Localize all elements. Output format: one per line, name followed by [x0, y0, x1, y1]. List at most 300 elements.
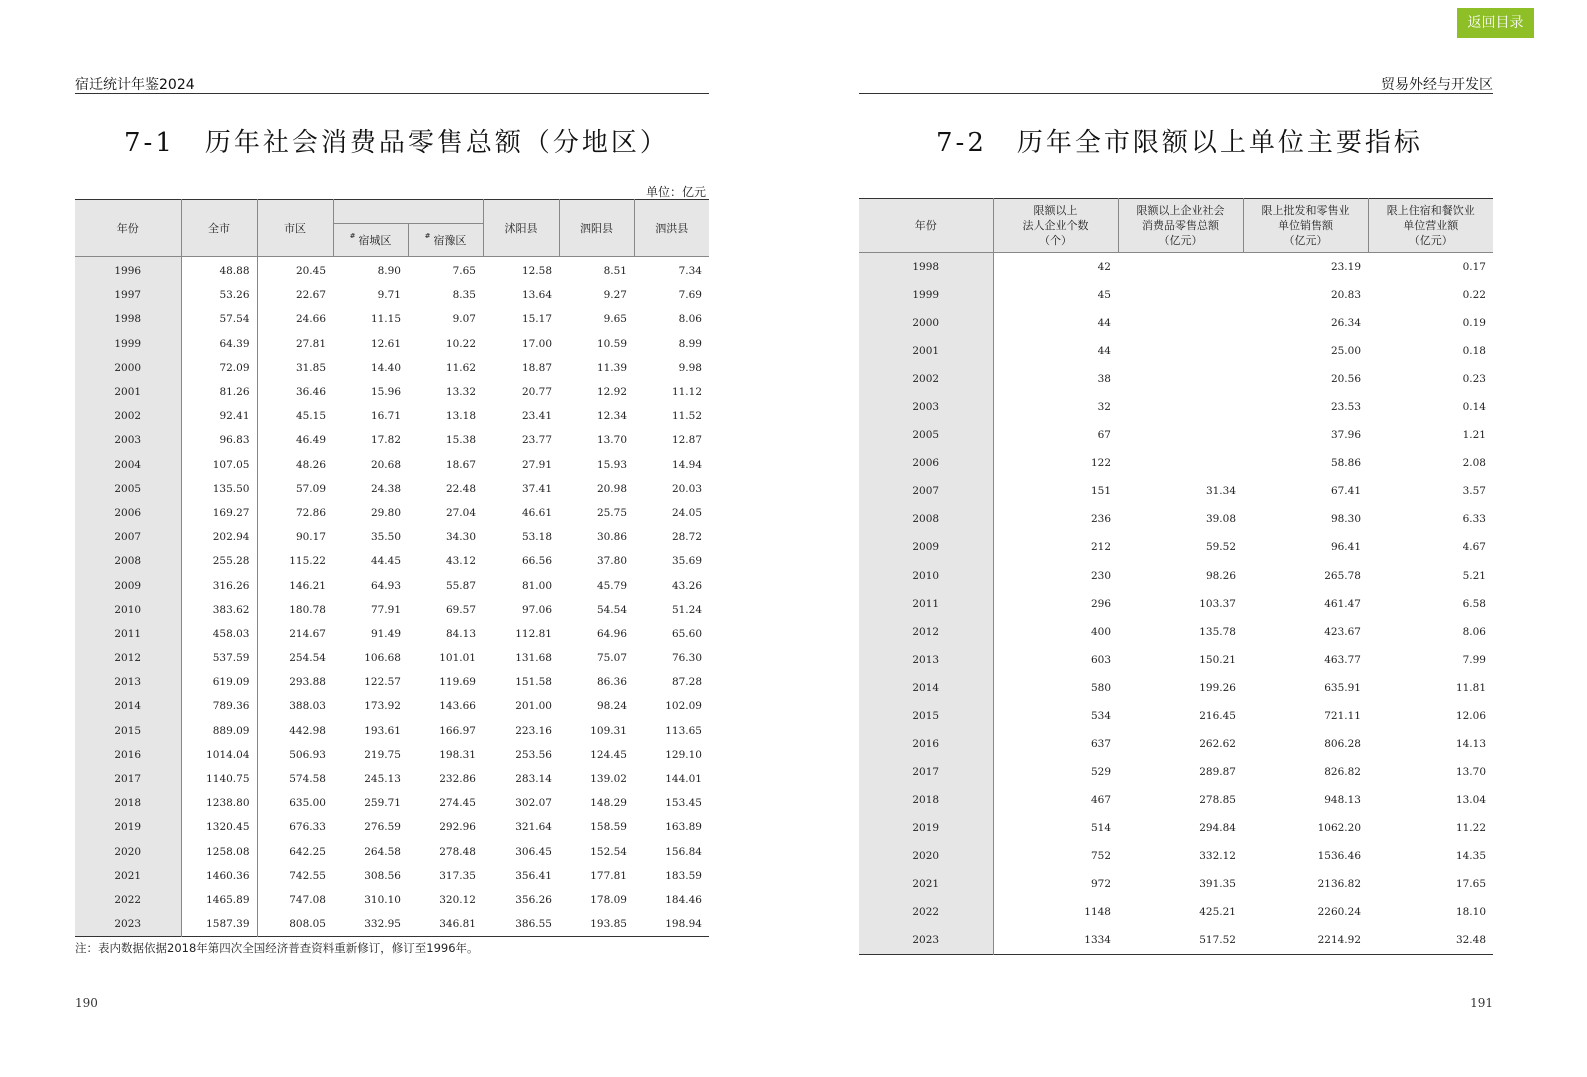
table-cell: 534: [1090, 709, 1111, 722]
table-cell: 12.58: [521, 265, 552, 278]
table-cell: 46.61: [521, 506, 552, 519]
table-row: [75, 646, 709, 670]
table-row: [75, 477, 709, 501]
table-row: [75, 307, 709, 331]
row-year: 2018: [75, 791, 181, 815]
table-cell: 119.69: [439, 676, 476, 689]
table-cell: 66.56: [521, 555, 552, 568]
table-cell: 467: [1090, 793, 1111, 806]
table-cell: 310.10: [364, 893, 401, 906]
table-row: [859, 337, 1493, 365]
table-row: [859, 898, 1493, 926]
back-to-contents-button[interactable]: 返回目录: [1457, 8, 1534, 38]
table-cell: 317.35: [439, 869, 476, 882]
table-cell: 212: [1090, 541, 1111, 554]
table-cell: 24.66: [295, 313, 326, 326]
unit-label: 单位：亿元: [646, 185, 707, 199]
table-cell: 135.78: [1199, 625, 1236, 638]
table-7-1: [75, 199, 709, 937]
table-title-7-1: [124, 122, 669, 159]
row-year: 2001: [75, 380, 181, 404]
row-year: 2006: [859, 449, 993, 477]
row-year: 2005: [859, 421, 993, 449]
table-cell: 13.70: [596, 434, 627, 447]
table-row: [75, 356, 709, 380]
table-cell: 57.54: [181, 307, 257, 331]
table-cell: 131.68: [515, 652, 552, 665]
table-cell: 400: [1090, 625, 1111, 638]
table-cell: 808.05: [289, 918, 326, 931]
table-cell: 25.75: [596, 506, 627, 519]
table-cell: 58.86: [1330, 457, 1361, 470]
table-cell: 294.84: [1199, 821, 1236, 834]
header-year: 年份: [859, 199, 993, 253]
table-cell: 34.30: [445, 531, 476, 544]
table-cell: 635.91: [1324, 681, 1361, 694]
table-cell: 35.50: [370, 531, 401, 544]
header-line: 消费品零售总额: [1142, 219, 1219, 232]
table-cell: 356.26: [515, 893, 552, 906]
table-cell: 106.68: [364, 652, 401, 665]
table-cell: 193.61: [364, 724, 401, 737]
row-year: 2002: [859, 365, 993, 393]
table-cell: 37.41: [521, 482, 552, 495]
table-cell: 423.67: [1324, 625, 1361, 638]
table-cell: 163.89: [665, 821, 702, 834]
table-cell: [1118, 421, 1243, 449]
table-cell: 48.26: [295, 458, 326, 471]
table-cell: 537.59: [181, 646, 257, 670]
table-cell: 32: [1097, 401, 1111, 414]
row-year: 2013: [859, 646, 993, 674]
table-row: [75, 549, 709, 573]
row-year: 2021: [75, 864, 181, 888]
table-cell: 32.48: [1455, 934, 1486, 947]
table-cell: 356.41: [515, 869, 552, 882]
header-enterprise-count: [993, 199, 1118, 253]
header-line: 单位销售额: [1278, 219, 1333, 232]
table-cell: 45: [1097, 289, 1111, 302]
table-cell: 603: [1090, 653, 1111, 666]
table-cell: 619.09: [181, 670, 257, 694]
table-cell: 529: [1090, 765, 1111, 778]
table-cell: 1.21: [1462, 429, 1486, 442]
table-cell: 53.26: [181, 283, 257, 307]
table-cell: 177.81: [590, 869, 627, 882]
table-cell: 96.83: [181, 428, 257, 452]
header-suyu: [408, 224, 483, 257]
row-year: 2015: [75, 719, 181, 743]
table-cell: 122.57: [364, 676, 401, 689]
table-cell: 11.62: [445, 361, 476, 374]
table-cell: 150.21: [1199, 653, 1236, 666]
row-year: 2013: [75, 670, 181, 694]
row-year: 2016: [75, 743, 181, 767]
table-row: [859, 505, 1493, 533]
table-row: [75, 743, 709, 767]
header-spacer: [333, 200, 483, 224]
table-cell: 11.22: [1455, 821, 1486, 834]
table-cell: 84.13: [445, 627, 476, 640]
table-cell: [1118, 365, 1243, 393]
footnote: 注：表内数据依据2018年第四次全国经济普查资料重新修订，修订至1996年。: [75, 941, 479, 955]
table-cell: 635.00: [289, 797, 326, 810]
table-cell: 57.09: [295, 482, 326, 495]
table-cell: 346.81: [439, 918, 476, 931]
table-cell: 98.30: [1330, 513, 1361, 526]
table-cell: 98.24: [596, 700, 627, 713]
table-cell: 254.54: [289, 652, 326, 665]
table-cell: 44.45: [370, 555, 401, 568]
table-cell: 26.34: [1330, 317, 1361, 330]
table-row: [75, 864, 709, 888]
table-cell: 156.84: [665, 845, 702, 858]
table-cell: 6.33: [1462, 513, 1486, 526]
table-cell: 245.13: [364, 773, 401, 786]
row-year: 2014: [859, 674, 993, 702]
table-cell: 43.12: [445, 555, 476, 568]
running-head-right: 贸易外经与开发区: [1381, 77, 1493, 93]
table-cell: 96.41: [1330, 541, 1361, 554]
table-cell: 44: [1097, 345, 1111, 358]
table-cell: 0.22: [1462, 289, 1486, 302]
table-row: [859, 393, 1493, 421]
table-cell: 265.78: [1324, 569, 1361, 582]
table-cell: 75.07: [596, 652, 627, 665]
table-row: [75, 622, 709, 646]
header-sucheng-label: 宿城区: [358, 234, 392, 247]
table-cell: 255.28: [181, 549, 257, 573]
table-cell: 193.85: [590, 918, 627, 931]
table-cell: 1062.20: [1317, 821, 1361, 834]
table-cell: 43.26: [671, 579, 702, 592]
table-row: [859, 618, 1493, 646]
row-year: 2017: [75, 767, 181, 791]
table-cell: 77.91: [370, 603, 401, 616]
table-row: [75, 332, 709, 356]
table-cell: 383.62: [181, 598, 257, 622]
table-cell: 752: [1090, 850, 1111, 862]
table-cell: 20.77: [521, 386, 552, 399]
header-urban: 市区: [257, 200, 333, 257]
table-row: [75, 501, 709, 525]
header-line: 限额以上企业社会: [1136, 204, 1225, 217]
table-cell: 198.94: [665, 918, 702, 931]
header-line: 限额以上: [1033, 204, 1078, 217]
table-cell: 9.98: [678, 361, 702, 374]
table-row: [859, 562, 1493, 590]
row-year: 2000: [75, 356, 181, 380]
table-cell: 20.68: [370, 458, 401, 471]
table-cell: 320.12: [439, 893, 476, 906]
table-cell: [1118, 253, 1243, 282]
table-cell: 48.88: [181, 257, 257, 284]
table-cell: 42: [1097, 261, 1111, 274]
table-cell: 25.00: [1330, 345, 1361, 358]
table-cell: 38: [1097, 373, 1111, 386]
table-row: [859, 842, 1493, 870]
table-cell: 65.60: [671, 627, 702, 640]
table-cell: 98.26: [1205, 569, 1236, 582]
table-cell: 308.56: [364, 869, 401, 882]
table-cell: 28.72: [671, 531, 702, 544]
table-cell: 24.05: [671, 506, 702, 519]
table-cell: 143.66: [439, 700, 476, 713]
row-year: 2001: [859, 337, 993, 365]
table-cell: 153.45: [665, 797, 702, 810]
table-cell: 8.06: [1462, 625, 1486, 638]
table-cell: 1536.46: [1317, 850, 1361, 862]
table-7-2: [859, 198, 1493, 955]
row-year: 2015: [859, 702, 993, 730]
table-cell: 129.10: [665, 748, 702, 761]
table-cell: 12.06: [1455, 709, 1486, 722]
row-year: 2010: [859, 562, 993, 590]
table-cell: [1118, 337, 1243, 365]
table-row: [859, 477, 1493, 505]
row-year: 2004: [75, 453, 181, 477]
table-row: [75, 573, 709, 597]
table-cell: 580: [1090, 681, 1111, 694]
row-year: 2018: [859, 786, 993, 814]
table-cell: 18.87: [521, 361, 552, 374]
table-cell: 30.86: [596, 531, 627, 544]
table-cell: 11.15: [370, 313, 401, 326]
table-cell: 90.17: [295, 531, 326, 544]
table-cell: [1118, 309, 1243, 337]
table-cell: 316.26: [181, 573, 257, 597]
table-row: [75, 840, 709, 864]
table-row: [859, 590, 1493, 618]
table-cell: 278.85: [1199, 793, 1236, 806]
table-row: [859, 926, 1493, 955]
table-cell: 219.75: [364, 748, 401, 761]
table-row: [75, 283, 709, 307]
table-cell: 9.71: [377, 289, 401, 302]
table-cell: 124.45: [590, 748, 627, 761]
table-cell: 8.51: [603, 265, 627, 278]
table-cell: 148.29: [590, 797, 627, 810]
table-row: [75, 428, 709, 452]
table-cell: 230: [1090, 569, 1111, 582]
table-cell: 44: [1097, 317, 1111, 330]
table-cell: 24.38: [370, 482, 401, 495]
header-retail-sales: [1118, 199, 1243, 253]
table-cell: 721.11: [1324, 709, 1361, 722]
table-cell: 64.93: [370, 579, 401, 592]
row-year: 2008: [859, 505, 993, 533]
table-cell: 14.35: [1455, 850, 1486, 862]
table-cell: 101.01: [439, 652, 476, 665]
table-cell: 13.32: [445, 386, 476, 399]
table-cell: 64.39: [181, 332, 257, 356]
table-cell: 262.62: [1199, 737, 1236, 750]
table-cell: 180.78: [289, 603, 326, 616]
table-cell: 122: [1090, 457, 1111, 470]
table-cell: 1238.80: [181, 791, 257, 815]
table-row: [859, 253, 1493, 282]
table-cell: 1334: [1084, 934, 1111, 947]
table-cell: 135.50: [181, 477, 257, 501]
table-cell: 37.96: [1330, 429, 1361, 442]
table-cell: 31.85: [295, 361, 326, 374]
row-year: 2021: [859, 870, 993, 898]
table-cell: 166.97: [439, 724, 476, 737]
table-cell: 37.80: [596, 555, 627, 568]
table-number: 7-2: [936, 128, 987, 158]
table-row: [75, 257, 709, 284]
subitem-mark: #: [349, 232, 356, 240]
table-cell: 14.13: [1455, 737, 1486, 750]
table-cell: 889.09: [181, 719, 257, 743]
table-title-text: 历年全市限额以上单位主要指标: [1016, 128, 1423, 158]
table-number: 7-1: [124, 128, 175, 158]
table-cell: 0.14: [1462, 401, 1486, 414]
table-cell: 20.83: [1330, 289, 1361, 302]
table-cell: 259.71: [364, 797, 401, 810]
table-cell: 22.67: [295, 289, 326, 302]
table-cell: 948.13: [1324, 793, 1361, 806]
table-cell: 296: [1090, 597, 1111, 610]
table-cell: 27.91: [521, 458, 552, 471]
header-year: 年份: [75, 200, 181, 257]
table-cell: 517.52: [1199, 934, 1236, 947]
row-year: 2022: [75, 888, 181, 912]
table-cell: 20.56: [1330, 373, 1361, 386]
table-cell: 144.01: [665, 773, 702, 786]
table-cell: 23.77: [521, 434, 552, 447]
table-cell: 9.65: [603, 313, 627, 326]
row-year: 2016: [859, 730, 993, 758]
header-line: （亿元）: [1283, 234, 1328, 247]
table-row: [859, 786, 1493, 814]
table-cell: 8.06: [678, 313, 702, 326]
table-row: [75, 525, 709, 549]
table-cell: 1014.04: [181, 743, 257, 767]
table-cell: 391.35: [1199, 878, 1236, 891]
table-cell: 13.64: [521, 289, 552, 302]
table-row: [859, 449, 1493, 477]
table-cell: 14.40: [370, 361, 401, 374]
table-row: [859, 646, 1493, 674]
row-year: 2011: [75, 622, 181, 646]
table-cell: 9.07: [452, 313, 476, 326]
table-cell: 67: [1097, 429, 1111, 442]
table-cell: 826.82: [1324, 765, 1361, 778]
table-cell: 54.54: [596, 603, 627, 616]
table-cell: 289.87: [1199, 765, 1236, 778]
table-cell: 11.81: [1455, 681, 1486, 694]
table-cell: 2214.92: [1317, 934, 1361, 947]
table-row: [859, 421, 1493, 449]
table-cell: 17.65: [1455, 878, 1486, 891]
table-cell: 216.45: [1199, 709, 1236, 722]
row-year: 2017: [859, 758, 993, 786]
table-cell: 151: [1090, 485, 1111, 498]
table-cell: 514: [1090, 821, 1111, 834]
table-cell: 321.64: [515, 821, 552, 834]
table-cell: 253.56: [515, 748, 552, 761]
table-cell: 7.65: [452, 265, 476, 278]
table-cell: 87.28: [671, 676, 702, 689]
table-row: [75, 888, 709, 912]
table-cell: 14.94: [671, 458, 702, 471]
row-year: 1998: [859, 253, 993, 282]
table-cell: 72.86: [295, 506, 326, 519]
table-cell: 9.27: [603, 289, 627, 302]
table-cell: 183.59: [665, 869, 702, 882]
table-row: [75, 815, 709, 839]
row-year: 2020: [75, 840, 181, 864]
table-cell: 12.92: [596, 386, 627, 399]
table-cell: 637: [1090, 737, 1111, 750]
row-year: 1999: [75, 332, 181, 356]
table-cell: [1118, 281, 1243, 309]
row-year: 2019: [75, 815, 181, 839]
row-year: 2000: [859, 309, 993, 337]
table-cell: 1140.75: [181, 767, 257, 791]
table-cell: 45.79: [596, 579, 627, 592]
row-year: 2006: [75, 501, 181, 525]
table-cell: 278.48: [439, 845, 476, 858]
header-city: 全市: [181, 200, 257, 257]
table-title-text: 历年社会消费品零售总额（分地区）: [204, 128, 669, 158]
table-cell: 463.77: [1324, 653, 1361, 666]
table-cell: 35.69: [671, 555, 702, 568]
row-year: 1997: [75, 283, 181, 307]
table-cell: 332.12: [1199, 850, 1236, 862]
table-cell: 151.58: [515, 676, 552, 689]
table-cell: 676.33: [289, 821, 326, 834]
table-cell: 113.65: [665, 724, 702, 737]
table-cell: 17.00: [521, 337, 552, 350]
table-row: [75, 404, 709, 428]
table-cell: 442.98: [289, 724, 326, 737]
table-cell: 69.57: [445, 603, 476, 616]
table-row: [859, 281, 1493, 309]
table-cell: 8.90: [377, 265, 401, 278]
table-cell: 81.00: [521, 579, 552, 592]
table-cell: 747.08: [289, 893, 326, 906]
table-row: [859, 730, 1493, 758]
table-cell: 1320.45: [181, 815, 257, 839]
table-cell: 86.36: [596, 676, 627, 689]
row-year: 2005: [75, 477, 181, 501]
row-year: 2012: [75, 646, 181, 670]
table-cell: 51.24: [671, 603, 702, 616]
row-year: 2023: [75, 912, 181, 937]
table-cell: 109.31: [590, 724, 627, 737]
table-cell: 13.70: [1455, 765, 1486, 778]
table-cell: 20.45: [295, 265, 326, 278]
table-cell: 972: [1090, 878, 1111, 891]
table-row: [859, 814, 1493, 842]
table-cell: 27.04: [445, 506, 476, 519]
table-cell: 11.52: [671, 410, 702, 423]
table-cell: 276.59: [364, 821, 401, 834]
table-cell: 184.46: [665, 893, 702, 906]
table-cell: [1118, 393, 1243, 421]
table-row: [75, 380, 709, 404]
table-cell: 23.41: [521, 410, 552, 423]
table-cell: 12.87: [671, 434, 702, 447]
header-shuyang: 沭阳县: [483, 200, 559, 257]
table-7-2-body: [859, 253, 1493, 955]
table-cell: 53.18: [521, 531, 552, 544]
table-row: [859, 533, 1493, 561]
table-cell: 81.26: [181, 380, 257, 404]
row-year: 2009: [75, 573, 181, 597]
